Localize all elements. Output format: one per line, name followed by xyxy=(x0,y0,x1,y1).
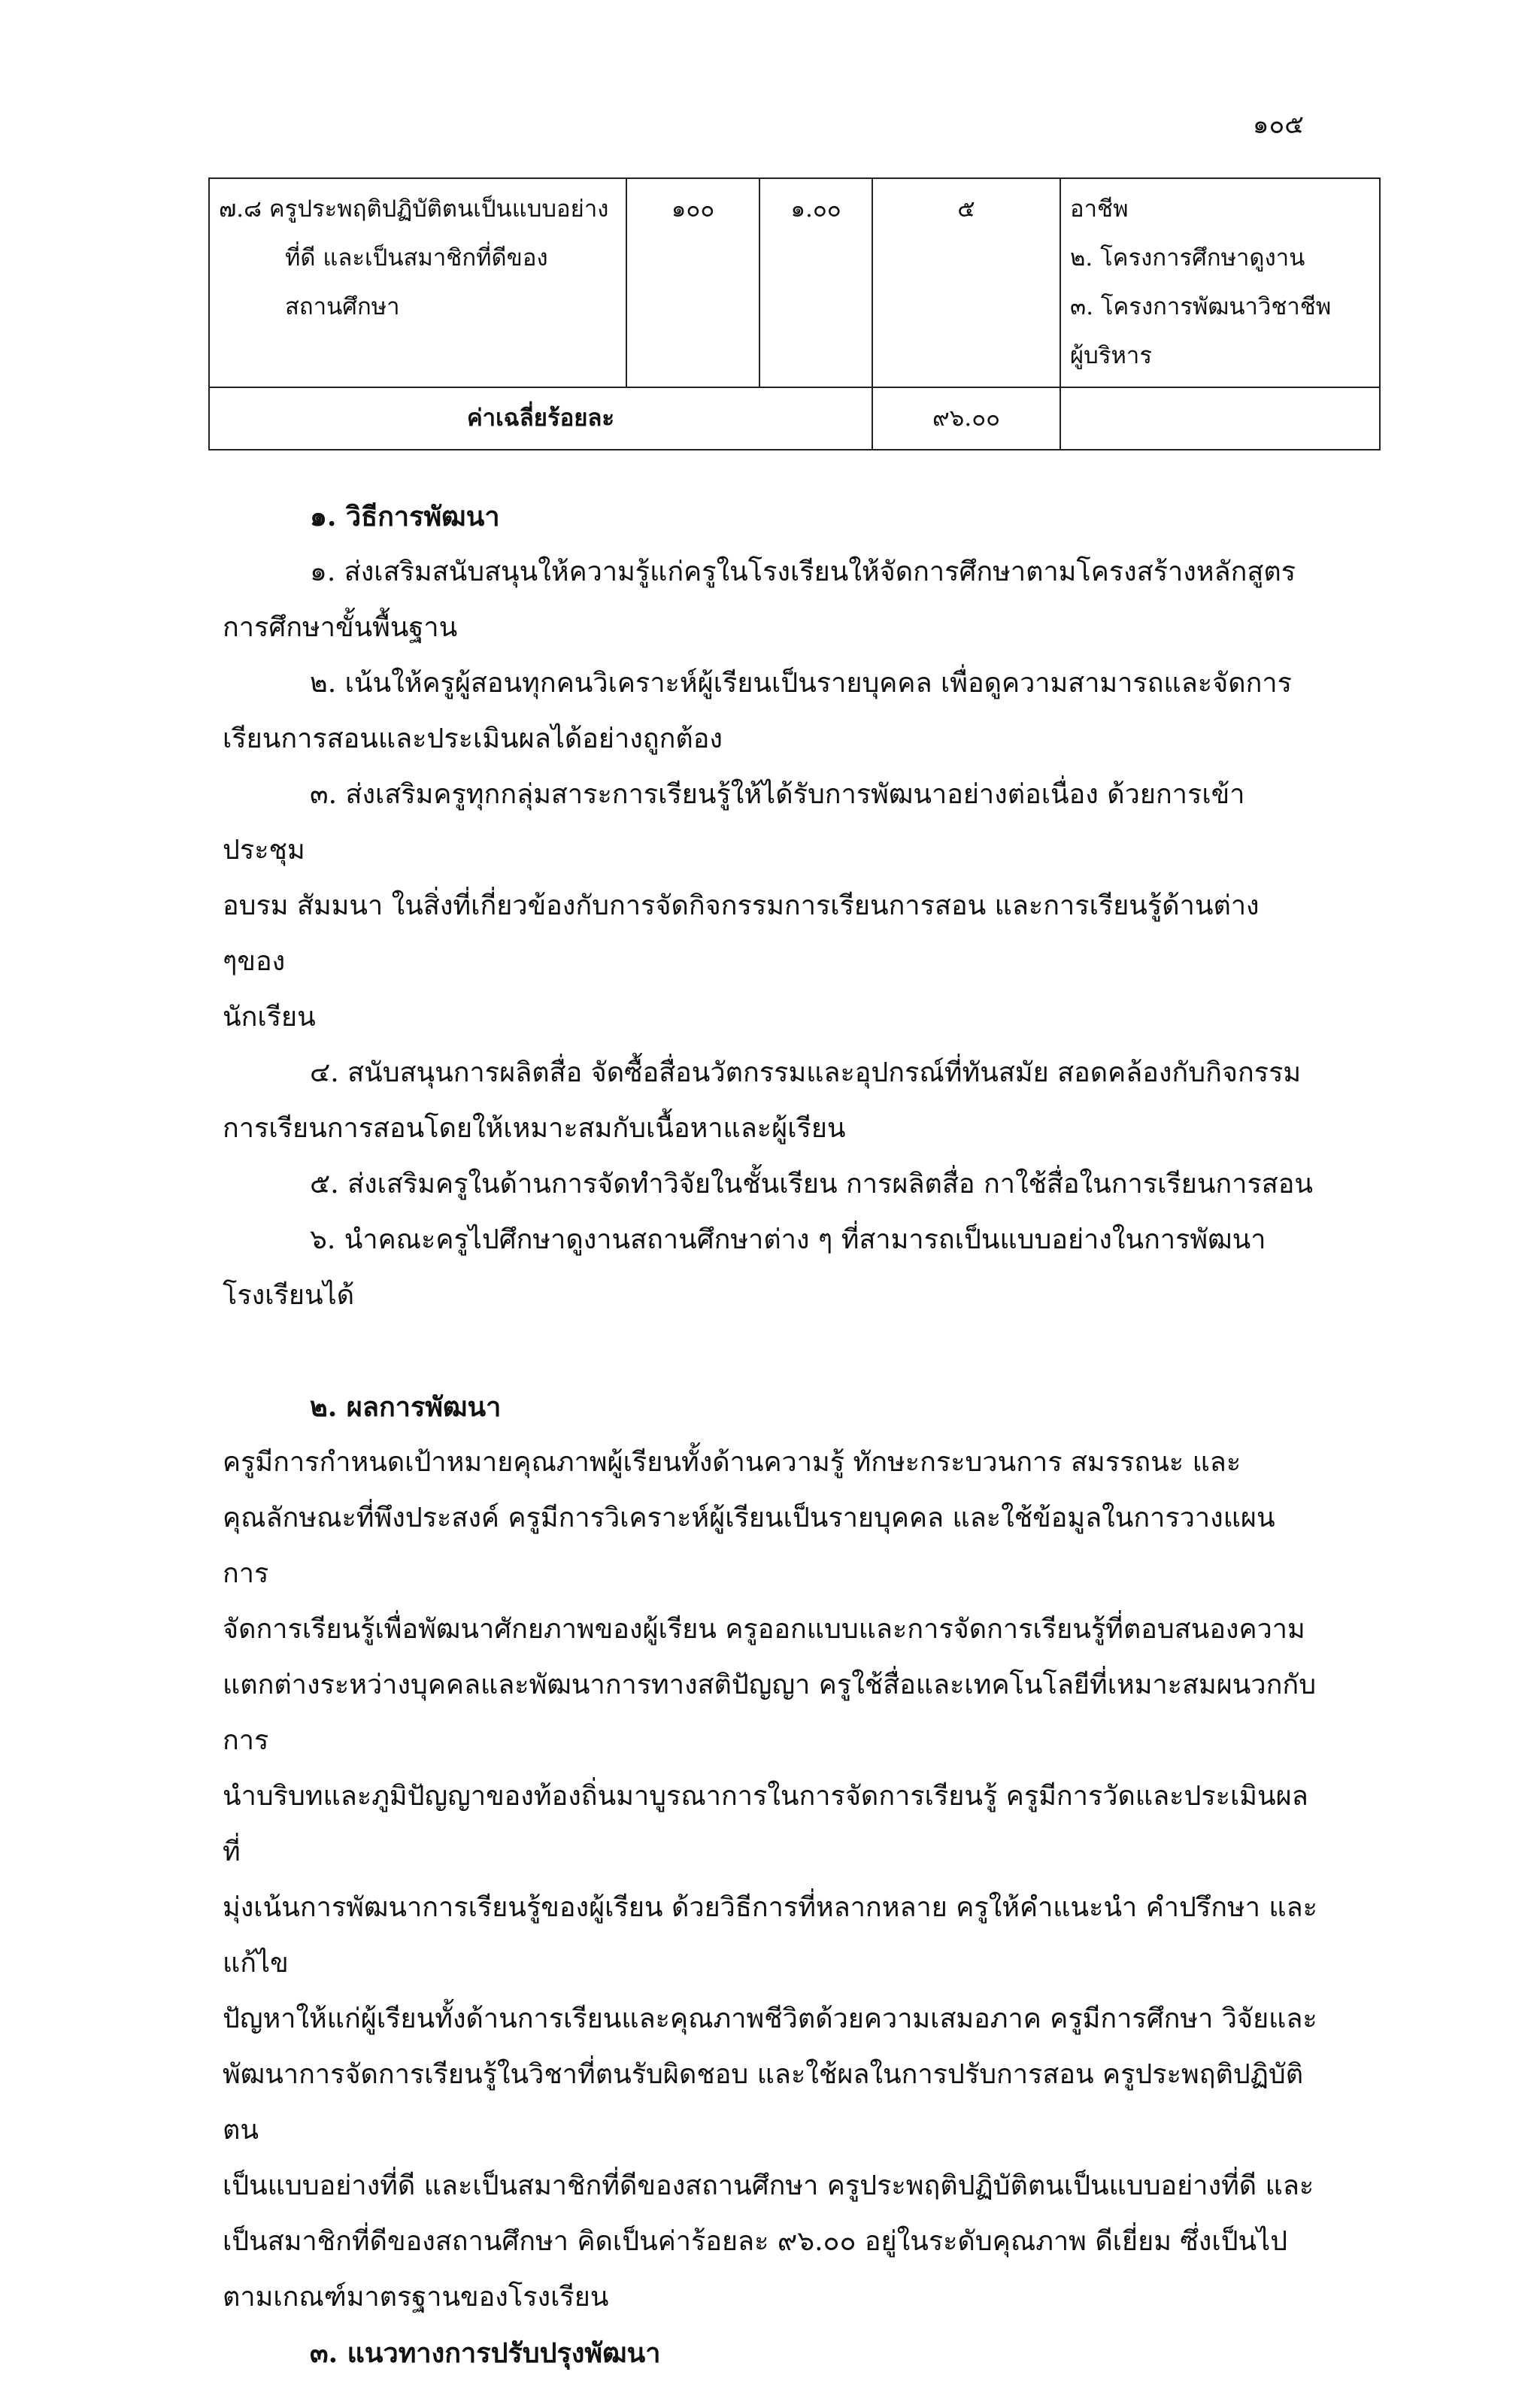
result-paragraph: ครูมีการกำหนดเป้าหมายคุณภาพผู้เรียนทั้งด้านความรู้ ทักษะกระบวนการ สมรรถนะ และ คุณลักษณะที่พึงประสงค์ ครูมีการวิเคราะห์ผู้เรียนเป็นรายบุคคล และใช้ข้อมูลในการวางแผนการ จัดการเรียนรู้เพื่อพัฒนาศักยภาพของผู้เรียน ครูออกแบบและการจัดการเรียนรู้ที่ตอบสนองความ แตกต่างระหว่างบุคคลและพัฒนาการทางสติปัญญา ครูใช้สื่อและเทคโนโลยีที่เหมาะสมผนวกกับการ นำบริบทและภูมิปัญญาของท้องถิ่นมาบูรณาการในการจัดการเรียนรู้ ครูมีการวัดและประเมินผลที่ มุ่งเน้นการพัฒนาการเรียนรู้ของผู้เรียน ด้วยวิธีการที่หลากหลาย ครูให้คำแนะนำ คำปรึกษา และแก้ไข ปัญหาให้แก่ผู้เรียนทั้งด้านการเรียนและคุณภาพชีวิตด้วยความเสมอภาค ครูมีการศึกษา วิจัยและ พัฒนาการจัดการเรียนรู้ในวิชาที่ตนรับผิดชอบ และใช้ผลในการปรับการสอน ครูประพฤติปฏิบัติตน เป็นแบบอย่างที่ดี และเป็นสมาชิกที่ดีของสถานศึกษา ครูประพฤติปฏิบัติตนเป็นแบบอย่างที่ดี และ เป็นสมาชิกที่ดีของสถานศึกษา คิดเป็นค่าร้อยละ ๙๖.๐๐ อยู่ในระดับคุณภาพ ดีเยี่ยม ซึ่งเป็นไป ตามเกณฑ์มาตรฐานของโรงเรียน xyxy=(223,1447,1317,2313)
method-item-4: ๔. สนับสนุนการผลิตสื่อ จัดซื้อสื่อนวัตกรรมและอุปกรณ์ที่ทันสมัย สอดคล้องกับกิจกรรม การเรียนการสอนโดยให้เหมาะสมกับเนื้อหาและผู้เรียน xyxy=(223,1057,1302,1144)
target-cell: ๑๐๐ xyxy=(626,178,759,387)
average-label: ค่าเฉลี่ยร้อยละ xyxy=(209,387,872,450)
project-line: ๒. โครงการศึกษาดูงาน xyxy=(1070,244,1305,271)
weight-cell: ๑.๐๐ xyxy=(759,178,872,387)
page-number: ๑๐๕ xyxy=(1252,110,1304,140)
section-heading: ๑. วิธีการพัฒนา xyxy=(310,501,500,532)
project-line: ๓. โครงการพัฒนาวิชาชีพ xyxy=(1070,293,1332,320)
document-body xyxy=(223,489,1320,2381)
score-table xyxy=(208,177,1381,450)
table-row xyxy=(209,178,1380,387)
average-row xyxy=(209,387,1380,450)
average-value: ๙๖.๐๐ xyxy=(872,387,1060,450)
section-heading: ๒. ผลการพัฒนา xyxy=(310,1391,502,1423)
method-item-1: ๑. ส่งเสริมสนับสนุนให้ความรู้แก่ครูในโรงเรียนให้จัดการศึกษาตามโครงสร้างหลักสูตร การศึกษาขั้นพื้นฐาน xyxy=(223,557,1296,643)
indicator-line: ที่ดี และเป็นสมาชิกที่ดีของ xyxy=(285,244,548,271)
method-item-3: ๓. ส่งเสริมครูทุกกลุ่มสาระการเรียนรู้ให้ได้รับการพัฒนาอย่างต่อเนื่อง ด้วยการเข้าประชุม อบรม สัมมนา ในสิ่งที่เกี่ยวข้องกับการจัดกิจกรรมการเรียนการสอน และการเรียนรู้ด้านต่าง ๆของ นักเรียน xyxy=(223,779,1260,1033)
indicator-cell xyxy=(209,178,626,387)
method-item-5: ๕. ส่งเสริมครูในด้านการจัดทำวิจัยในชั้นเรียน การผลิตสื่อ กาใช้สื่อในการเรียนการสอน xyxy=(310,1169,1313,1200)
method-item-6: ๖. นำคณะครูไปศึกษาดูงานสถานศึกษาต่าง ๆ ที่สามารถเป็นแบบอย่างในการพัฒนา โรงเรียนได้ xyxy=(223,1224,1266,1311)
section-heading: ๓. แนวทางการปรับปรุงพัฒนา xyxy=(310,2337,661,2369)
method-item-2: ๒. เน้นให้ครูผู้สอนทุกคนวิเคราะห์ผู้เรียนเป็นรายบุคคล เพื่อดูความสามารถและจัดการ เรียนการสอนและประเมินผลได้อย่างถูกต้อง xyxy=(223,668,1292,754)
indicator-line: สถานศึกษา xyxy=(285,293,400,320)
projects-cell xyxy=(1060,178,1380,387)
result-cell: ๕ xyxy=(872,178,1060,387)
project-line: ผู้บริหาร xyxy=(1070,342,1152,369)
indicator-line: ๗.๘ ครูประพฤติปฏิบัติตนเป็นแบบอย่าง xyxy=(219,196,609,223)
average-empty-cell xyxy=(1060,387,1380,450)
project-line: อาชีพ xyxy=(1070,196,1129,223)
